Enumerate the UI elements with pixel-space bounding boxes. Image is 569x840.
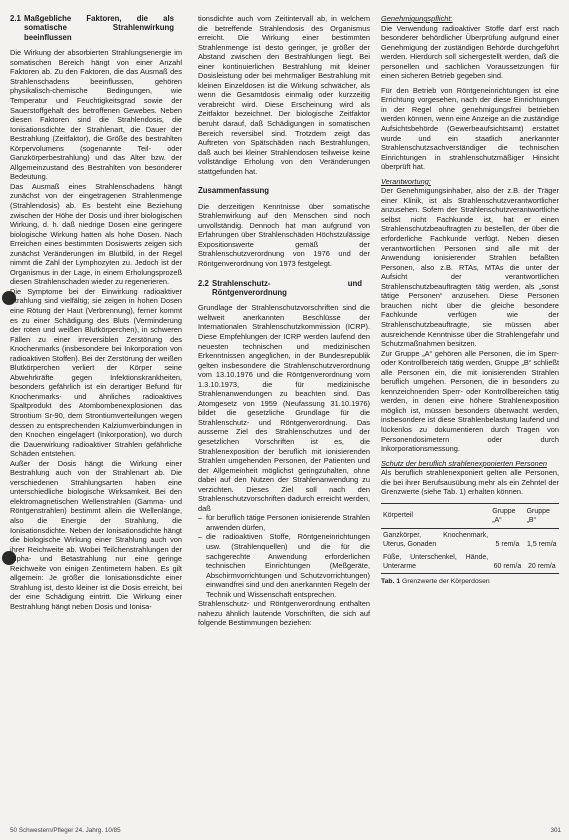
- paragraph: Zur Gruppe „A“ gehören alle Personen, die im Sperr- oder Kontrollbereich tätig werden, Gruppe „B“ schließt alle Personen ein, die mit ionisierenden Strahlen beruflich umgehen. Personen, die in besonders zu kennzeichnenden Sperr- oder Kontrollbereichen tätig werden, in denen eine höhere Strahlenexposition möglich ist, müssen besonders überwacht werden, insbesondere ist diese Strahlenbelastung laufend und lückenlos zu dokumentieren durch Tragen von Personendosimetern oder durch Inkorporationsmessung.: [381, 348, 559, 454]
- paragraph: Strahlenschutz- und Röntgenverordnung enthalten nahezu ähnlich lautende Vorschriften, die sich auf folgende Bestimmungen beziehen:: [198, 599, 370, 628]
- footer-journal-info: 50 Schwestern/Pfleger 24. Jahrg. 10/85: [10, 827, 121, 834]
- table-header-row: [381, 503, 559, 528]
- table-row: [381, 551, 559, 574]
- table-cell: Füße, Unterschenkel, Hände, Unterarme: [383, 553, 489, 570]
- caption-label: Tab. 1: [381, 577, 401, 585]
- table-cell: 1,5 rem/a: [527, 540, 557, 548]
- column-1: [10, 14, 182, 611]
- paragraph: Das Ausmaß eines Strahlenschadens hängt zunächst von der eingetragenen Strahlenmenge (Strahlendosis) ab. Es besteht eine Beziehung zwischen der Höhe der Dosis und ihrer biologischen Wirkung, d. h. daß niedrige Dosen eine geringere biologische Wirkung hatten als hohe Dosen. Nach Erreichen eines bestimmten Dosiswerts zeigen sich zunächst Veränderungen im Blutbild, in der Regel nimmt die Zahl der Lymphozyten zu. Jedoch ist der Organismus in der Lage, in einem Erholungsprozeß diesen Strahlenschaden wieder zu regenerieren.: [10, 181, 182, 287]
- column-3: [381, 14, 559, 586]
- subheading-schutz: Schutz der beruflich strahlenexponierten Personen: [381, 458, 547, 468]
- subheading-verantwortung: Verantwortung:: [381, 176, 431, 186]
- paragraph: Als beruflich strahlenexponiert gelten alle Personen, die bei ihrer Berufsausübung mehr als ein Zehntel der Grenzwerte (siehe Tab. 1) erhalten können.: [381, 468, 559, 497]
- column-2: [198, 14, 370, 628]
- table-caption: [381, 577, 559, 587]
- section-heading-2-2: [198, 279, 370, 298]
- list-item: – die radioaktiven Stoffe, Röntgeneinrichtungen usw. (Strahlenquellen) und die für die sachgerechte Anwendung erforderlichen technischen Einrichtungen (Meßgeräte, Abschirmvorrichtungen und Schutzvorrichtungen) einwandfrei sind und den anerkannten Regeln der Technik und Wissenschaft entsprechen.: [206, 532, 370, 599]
- paragraph: Der Genehmigungsinhaber, also der z.B. der Träger einer Klinik, ist als Strahlenschutzverantwortlicher anzusehen. Sofern der Strahlenschutzverantwortliche selbst nicht Fachkunde ist, hat er einen Strahlenschutzbeauftragten zu bestellen, der über die erforderliche Fachkunde verfügt. Neben diesen verantwortlichen Personen sind alle mit der Anwendung ionisierender Strahlen befaßten Personen, also z.B. RTAs, MTAs die unter der Aufsicht der verantwortlichen Strahlenschutzbeauftragten tätig werden, als „sonst tätige Personen“ anzusehen. Diese Personen brauchen nicht über die gleiche besondere Fachkunde verfügen wie der Strahlenschutzbeauftragte, sie müssen aber ausreichende Kenntnisse über die Strahlengefahr und Schutzmaßnahmen besitzen.: [381, 186, 559, 349]
- subheading-genehmigungspflicht: Genehmigungspflicht:: [381, 14, 453, 23]
- section-title: Maßgebliche Faktoren, die als somatische Strahlenwirkung beeinflussen: [24, 14, 174, 42]
- table-header-cell: Gruppe „B“: [525, 503, 559, 528]
- requirements-list: [198, 513, 370, 599]
- caption-text: Grenzwerte der Körperdosen: [402, 577, 490, 585]
- section-number: 2.1: [10, 14, 21, 23]
- page-number: 301: [550, 827, 561, 834]
- paragraph: tionsdichte auch vom Zeitintervall ab, in welchem die betreffende Strahlendosis des Organismus erreicht. Die Wirkung einer bestimmten Strahlenmenge ist desto geringer, je größer der Abstand zwischen den Bestrahlungen liegt. Bei einer kontinuierlichen Bestrahlung mit kleiner Dosisleistung oder bei mehrmaliger Bestrahlung mit kleinen Einzeldosen ist die Wirkung schwächer, als wenn die Gesamtdosis einmalig oder kurzzeitig verabreicht wird. Diese Erscheinung wird als Zeitfaktor bezeichnet. Der biologische Zeitfaktor beruht darauf, daß Schädigungen in somatischen Bereich reversibel sind. Trotzdem zeigt das Auftreten von Spätschäden nach Bestrahlungen, daß auch bei kleiner Strahlendosen teilweise keine vollständige Erholung von den Veränderungen stattgefunden hat.: [198, 14, 370, 176]
- summary-heading: Zusammenfassung: [198, 186, 270, 196]
- list-item: – für beruflich tätige Personen ionisierende Strahlen anwenden dürfen,: [206, 513, 370, 532]
- section-number: 2.2: [198, 278, 209, 288]
- table-cell: 20 rem/a: [527, 562, 556, 570]
- paragraph: Die Verwendung radioaktiver Stoffe darf erst nach besonderer behördlicher Überprüfung aufgrund einer Genehmigung der zuständigen Behörde durchgeführt werden. Hierdurch soll sichergestellt werden, daß die personellen und sachlichen Voraussetzungen für einen sicheren Betrieb gegeben sind.: [381, 23, 559, 81]
- section-heading-2-1: [10, 14, 182, 42]
- paragraph: Für den Betrieb von Röntgeneinrichtungen ist eine Errichtung vorgesehen, nach der diese Einrichtungen in der Regel ohne genehmigungsfrei betrieben werden können, wenn eine Anzeige an die zuständige Aufsichtsbehörde (Gewerbeaufsichtsamt) erstattet wurde und ein staatlich anerkannter Strahlenschutzsachverständiger die technischen Einrichtungen in strahlenschutzmäßiger Hinsicht überprüft hat.: [381, 85, 559, 172]
- dose-limits-table: [381, 503, 559, 574]
- paragraph: Außer der Dosis hängt die Wirkung einer Bestrahlung auch von der Strahlenart ab. Die verschiedenen Strahlungsarten haben eine unterschiedliche biologische Wirksamkeit. Bei den elektromagnetischen Wellenstrahlen (Gamma- und Röntgenstrahlen) bestimmt allein die Wellenlänge, also die Energie der Strahlung, die Ionisationsdichte. Neben der Ionisationsdichte hängt die biologische Wirkung einer Strahlung auch von ihrer Reichweite ab. Wobei Teilchenstrahlungen der Alpha- und Betastrahlung nur eine geringe Reichweite von einigen Zentimetern haben. Es gilt allgemein: Je größer die Ionisationsdichte einer Strahlung ist, desto kleiner ist die Dosis erreicht, bei der eine Schädigung eintritt. Die Wirkung einer Bestrahlung hängt neben Dosis und Ionisa-: [10, 458, 182, 611]
- paragraph: Die Symptome bei der Einwirkung radioaktiver Strahlung sind vielfältig; sie zeigen in hohen Dosen eine Rötung der Haut (Verbrennung), ferner kommt es zu einer Schädigung des Bluts (Verminderung der roten und weißen Blutkörperchen), in schweren Fällen zu einer irreversiblen Zerstörung des Knochenmarks (insbesondere bei Inkorporation von radioaktiven Stoffen). Bei der Zerstörung der weißen Blutkörperchen verliert der Körper seine Abwehrkräfte gegen Infektionskrankheiten, besonders gefährlich ist ein derartiger Befund für Knochenmarks- und ähnliches radioaktives Spaltprodukt des Atombombenexplosionen das Strontium Sr-90, dem Strontiumverteilungen wegen dessen zu entsprechenden Kalziumverbindungen in den Knochen eingelagert (Inkorporation), wo durch die Dauerwirkung radioaktiver Strahlen gefährliche Schäden entstehen.: [10, 286, 182, 459]
- table-cell: 5 rem/a: [495, 540, 520, 548]
- paragraph: Grundlage der Strahlenschutzvorschriften sind die weltweit anerkannten Beschlüsse der Internationalen Strahlenschutzkommission (ICRP). Diese Empfehlungen der ICRP werden laufend den neuesten technischen und medizinischen Erkenntnissen angeglichen, in der Bundesrepublik gelten insbesondere die Strahlenschutzverordnung vom 13.10.1976 und die Röntgenverordnung vom 1.3.10.1973, die für medizinische Strahlenanwendungen zu beachten sind. Das Atomgesetz von 1959 (Neufassung 31.10.1976) bildet die gesetzliche Grundlage für die Strahlenschutz- und Röntgenverordnung. Das ausserne Ziel des Strahlenschutzes und der gesetzlichen Vorschriften ist es, die Strahlenexposition der beruflich mit ionisierenden Strahlen umgehenden Personen, der Patienten und der Allgemeinheit möglichst geringzuhalten, ohne dabei auf den Nutzen der Strahlenanwendung zu verzichten. Dieses Ziel soll nach den Strahlenschutzvorschriften dadurch erreicht werden, daß: [198, 303, 370, 513]
- table-cell: 60 rem/a: [493, 562, 522, 570]
- summary-text: Die derzeitigen Kenntnisse über somatische Strahlenwirkung auf den Menschen sind noch unvollständig. Dennoch hat man aufgrund von Erfahrungen über Strahlenschäden Höchstzulässige Expositionswerte gemäß der Strahlenschutzverordnung von 1976 und der Röntgenverordnung von 1973 festgelegt.: [198, 201, 370, 268]
- section-title: Strahlenschutz- und Röntgenverordnung: [212, 278, 362, 297]
- paragraph: Die Wirkung der absorbierten Strahlungsenergie im somatischen Bereich hängt von einer Anzahl Faktoren ab. Zu den Faktoren, die das Ausmaß des Strahlenschadens beeinflussen, gehören physikalisch-chemische Bedingungen, wie Temperatur und Feuchtigkeitsgrad sowie der Sauerstoffgehalt des betroffenen Gewebes. Neben diesen Faktoren sind die Strahlendosis, die Ionisationsdichte der Strahlenart, die Dauer der Bestrahlung (Zeitfaktor), die Größe des bestrahlten Körpervolumens (sogenannte Teil- oder Ganzkörperbestrahlung) und das Alter bzw. der Allgemeinzustand des Bestrahlten von besonderer Bedeutung.: [10, 48, 182, 182]
- table-cell: Ganzkörper, Knochenmark, Uterus, Gonaden: [383, 531, 489, 548]
- table-header-cell: Körperteil: [381, 503, 490, 528]
- table-header-cell: Gruppe „A“: [490, 503, 524, 528]
- table-row: [381, 528, 559, 551]
